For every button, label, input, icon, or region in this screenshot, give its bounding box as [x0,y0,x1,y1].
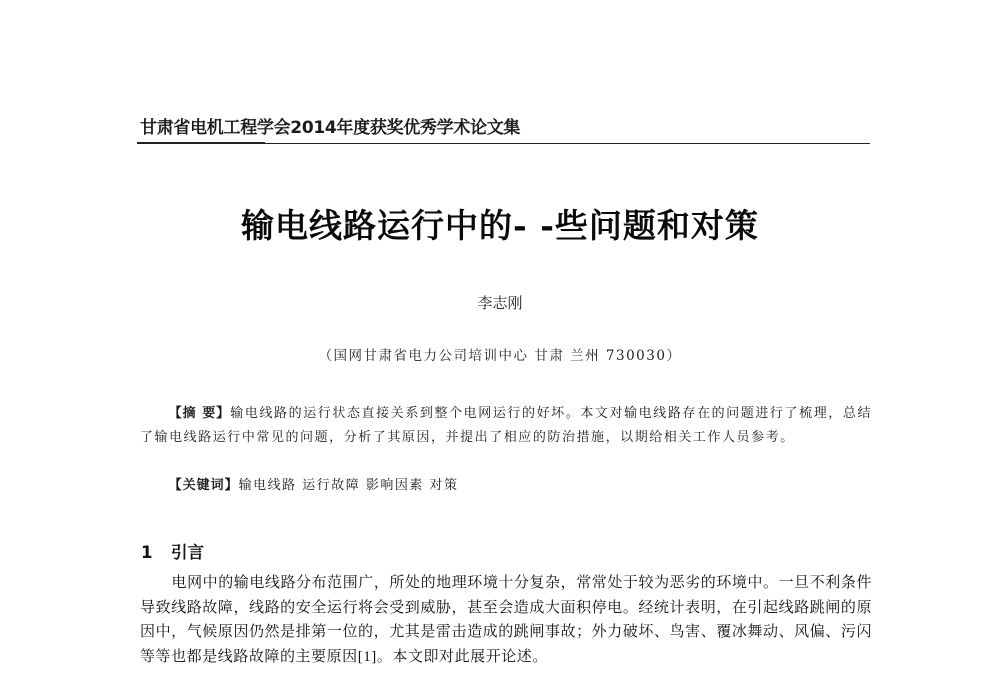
section-body-introduction: 电网中的输电线路分布范围广，所处的地理环境十分复杂，常常处于较为恶劣的环境中。一旦不利条件导致线路故障，线路的安全运行将会受到威胁，甚至会造成大面积停电。经统计表明，在引起线路跳闸的原因中，气候原因仍然是排第一位的，尤其是雷击造成的跳闸事故；外力破坏、鸟害、覆冰舞动、风偏、污闪等等也都是线路故障的主要原因[1]。本文即对此展开论述。 [140,575,872,665]
keywords-text: 输电线路 运行故障 影响因素 对策 [238,478,459,493]
section-title: 引言 [171,543,204,562]
author-name: 李志刚 [477,294,523,312]
abstract-text: 输电线路的运行状态直接关系到整个电网运行的好坏。本文对输电线路存在的问题进行了梳理，总结了输电线路运行中常见的问题，分析了其原因，并提出了相应的防治措施，以期给相关工作人员参考。 [140,406,872,445]
keywords [140,474,872,498]
keywords-label: 【关键词】 [168,478,239,493]
section-heading-introduction [141,539,204,563]
abstract-label: 【摘 要】 [168,406,231,421]
author-affiliation: （国网甘肃省电力公司培训中心 甘肃 兰州 730030） [318,348,682,364]
section-number: 1 [141,543,153,562]
header-rule [137,143,870,144]
abstract [140,402,872,450]
running-header: 甘肃省电机工程学会2014年度获奖优秀学术论文集 [140,118,521,138]
paper-title: 输电线路运行中的- -些问题和对策 [241,206,759,245]
